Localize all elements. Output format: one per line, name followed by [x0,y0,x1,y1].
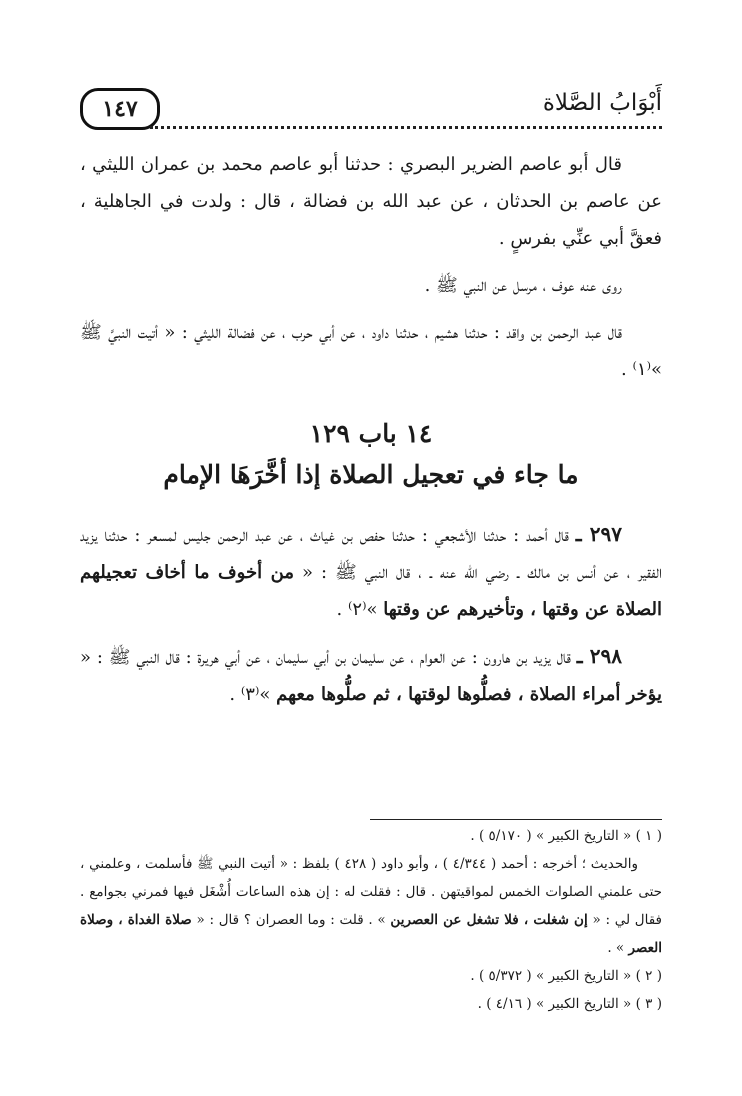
footnote-2: ( ٢ ) « التاريخ الكبير » ( ٥/٣٧٢ ) . [470,968,662,984]
footnote-1: ( ١ ) « التاريخ الكبير » ( ٥/١٧٠ ) . [470,828,662,844]
hadith-chain: قال يزيد بن هارون : عن العوام ، عن سليمان بن أبي سليمان ، عن أبي هريرة : قال النبي ﷺ : « [80,647,571,668]
footnotes [80,822,662,1018]
hadith-number: ٢٩٧ ـ [575,522,622,546]
hadith-number: ٢٩٨ ـ [576,644,622,668]
main-text [80,146,662,713]
header-dotted-rule [150,126,662,129]
footnote-bold-quote: صلاة الغداة ، وصلاة العصر [80,912,662,956]
footnote-3: ( ٣ ) « التاريخ الكبير » ( ٤/١٦ ) . [477,996,662,1012]
hadith-297 [80,516,662,628]
hadith-matn: من أخوف ما أخاف تعجيلهم الصلاة عن وقتها ، وتأخيرهم عن وقتها [80,562,662,620]
hadith-298 [80,638,662,713]
hadith-chain: قال أحمد : حدثنا الأشجعي : حدثنا حفص بن غياث ، عن عبد الرحمن جليس لمسعر : حدثنا يزيد الفقير ، عن أنس بن مالك ـ رضي الله عنه ـ ، قال النبي ﷺ : « [80,525,662,583]
chapter-number: ١٤ باب ١٢٩ [309,419,433,448]
footnote-text: » . قلت : وما العصران ؟ قال : « [196,912,386,928]
footnote-bold-quote: إن شغلت ، فلا تشغل عن العصرين [390,912,588,928]
hadith-close: »⁽٣⁾ . [229,684,271,705]
page-number: ١٤٧ [102,96,138,122]
footnote-1-continued [80,850,662,962]
hadith-matn: يؤخر أمراء الصلاة ، فصلُّوها لوقتها ، ثم صلُّوها معهم [276,684,662,705]
paragraph-1: قال أبو عاصم الضرير البصري : حدثنا أبو عاصم محمد بن عمران الليثي ، عن عاصم بن الحدثان ، عن عبد الله بن فضالة ، قال : ولدت في الجاهلية ، فعقَّ أبي عنِّي بفرسٍ . [80,154,662,249]
paragraph-3: قال عبد الرحمن بن واقد : حدثنا هشيم ، حدثنا داود ، عن أبي حرب ، عن فضالة الليثي : « أتيت النبيَّ ﷺ »⁽١⁾ . [80,322,662,380]
footnote-separator [370,819,662,820]
paragraph-2: روى عنه عوف ، مرسل عن النبي ﷺ . [424,275,622,296]
page-number-badge [80,88,160,130]
footnote-text: » . [607,940,625,956]
footnote-text: والحديث ؛ أخرجه : أحمد ( ٤/٣٤٤ ) ، وأبو داود ( ٤٢٨ ) بلفظ : « أتيت النبي ﷺ فأسلمت ، وعلمني ، حتى علمني الصلوات الخمس لمواقيتهن . قال : فقلت له : إن هذه الساعات أُشْغَل فيها فمرني بجوامع . فقال لي : « [80,856,663,928]
chapter-title: ما جاء في تعجيل الصلاة إذا أخَّرَهَا الإمام [163,460,579,489]
hadith-close: »⁽٢⁾ . [336,599,378,620]
running-title: أَبْوَابُ الصَّلاة [542,90,662,116]
page-header [80,86,662,130]
